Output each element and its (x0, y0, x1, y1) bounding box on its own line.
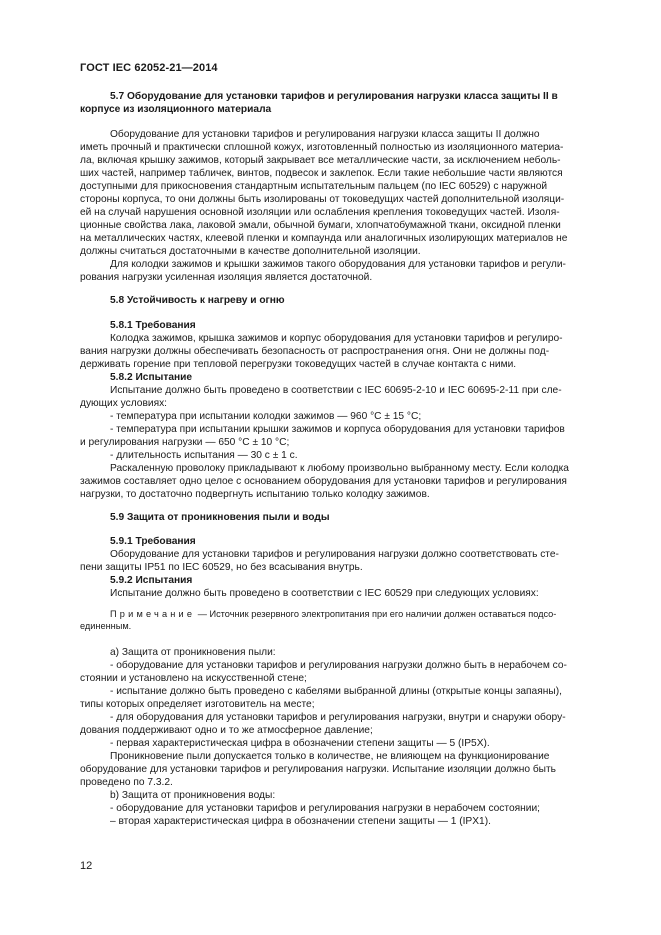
section-5-7-title-line1: 5.7 Оборудование для установки тарифов и регулирования нагрузки класса защиты II в (110, 91, 558, 102)
note-label: Примечание (110, 609, 196, 619)
text-line: Оборудование для установки тарифов и регулирования нагрузки класса защиты II должно (110, 129, 540, 140)
list-heading-b: b) Защита от проникновения воды: (110, 790, 276, 801)
text-line: Оборудование для установки тарифов и регулирования нагрузки должно соответствовать сте- (110, 549, 559, 560)
text-line: дования поддерживают одно и то же атмосферное давление; (80, 725, 373, 736)
text-line: ей на случай нарушения основной изоляции или ослабления крепления токоведущих частей. Изоля- (80, 207, 560, 218)
section-5-8-1-title: 5.8.1 Требования (110, 320, 196, 331)
text-line: Колодка зажимов, крышка зажимов и корпус оборудования для установки тарифов и регулиро- (110, 333, 563, 344)
list-item: - первая характеристическая цифра в обозначении степени защиты — 5 (IP5X). (110, 738, 490, 749)
page-number: 12 (80, 860, 93, 872)
text-line: ших частей, например табличек, винтов, подвесок и заклепок. Если такие небольшие части являются (80, 168, 563, 179)
text-line: ционные свойства лака, лаковой эмали, обычной бумаги, хлопчатобумажной ткани, оксидной пленки (80, 220, 561, 231)
text-line: типы которых определяет изготовитель на месте; (80, 699, 315, 710)
text-line: держивать горение при тепловой перегрузки токоведущих частей в случае контакта с ними. (80, 359, 517, 370)
section-5-9-1-title: 5.9.1 Требования (110, 536, 196, 547)
list-item: - температура при испытании крышки зажимов и корпуса оборудования для установки тарифов (110, 424, 565, 435)
text-line: проведено по 7.3.2. (80, 777, 173, 788)
section-5-9-2-list (80, 646, 588, 828)
text-line: вания нагрузки должны обеспечивать безопасность от распространения огня. Они не должны под- (80, 346, 550, 357)
note-block (80, 608, 588, 632)
note-text: — Источник резервного электропитания при его наличии должен оставаться подсо- (195, 609, 557, 619)
text-line: иметь прочный и практически сплошной кожух, изготовленный полностью из изоляционного материа- (80, 142, 564, 153)
list-item: - длительность испытания — 30 с ± 1 с. (110, 450, 298, 461)
text-line: стороны корпуса, то они должны быть изолированы от токоведущих частей дополнительной изоляци- (80, 194, 565, 205)
text-line: пени защиты IP51 по IEC 60529, но без всасывания внутрь. (80, 562, 363, 573)
note-text: единенным. (80, 621, 132, 631)
text-line: Испытание должно быть проведено в соответствии с IEC 60695-2-10 и IEC 60695-2-11 при сле- (110, 385, 562, 396)
list-item: - для оборудования для установки тарифов и регулирования нагрузки, внутри и снаружи обору- (110, 712, 566, 723)
list-heading-a: а) Защита от проникновения пыли: (110, 647, 276, 658)
text-line: нагрузки, то достаточно подвергнуть испытанию только колодку зажимов. (80, 489, 430, 500)
text-line: Испытание должно быть проведено в соответствии с IEC 60529 при следующих условиях: (110, 588, 539, 599)
text-line: оборудование для установки тарифов и регулирования нагрузки. Испытание изоляции должно быть (80, 764, 556, 775)
section-5-8-title: 5.8 Устойчивость к нагреву и огню (110, 295, 285, 306)
text-line: дующих условиях: (80, 398, 168, 409)
text-line: на металлических частях, клеевой пленки и компаунда или аналогичных изолирующих материалов не (80, 233, 568, 244)
section-5-7-paragraph-1 (80, 128, 588, 284)
list-item: - оборудование для установки тарифов и регулирования нагрузки в нерабочем состоянии; (110, 803, 540, 814)
list-item: - оборудование для установки тарифов и регулирования нагрузки должно быть в нерабочем со- (110, 660, 567, 671)
text-line: стоянии и установлено на искусственной стене; (80, 673, 307, 684)
list-item: - испытание должно быть проведено с кабелями выбранной длины (открытые концы запаяны), (110, 686, 562, 697)
list-item: – вторая характеристическая цифра в обозначении степени защиты — 1 (IPX1). (110, 816, 491, 827)
text-line: Раскаленную проволоку прикладывают к любому произвольно выбранному месту. Если колодка (110, 463, 569, 474)
text-line: доступными для прикосновения стандартным испытательным пальцем (по IEC 60529) с наружной (80, 181, 548, 192)
list-item: - температура при испытании колодки зажимов — 960 °C ± 15 °C; (110, 411, 422, 422)
section-5-9-title: 5.9 Защита от проникновения пыли и воды (110, 512, 330, 523)
text-line: ла, включая крышку зажимов, который закрывает все металлические части, за исключением неболь- (80, 155, 561, 166)
section-5-9-body (80, 535, 588, 600)
text-line: рования нагрузки усиленная изоляция является достаточной. (80, 272, 373, 283)
document-header: ГОСТ IEC 62052-21—2014 (80, 62, 218, 74)
text-line: должны считаться достаточными в качестве дополнительной изоляции. (80, 246, 421, 257)
text-line: зажимов составляет одно целое с основанием оборудования для установки тарифов и регулирования (80, 476, 567, 487)
text-line: Проникновение пыли допускается только в количестве, не влияющем на функционирование (110, 751, 550, 762)
text-line: Для колодки зажимов и крышки зажимов такого оборудования для установки тарифов и регули- (110, 259, 566, 270)
section-5-7-title (80, 90, 588, 116)
section-5-8-body (80, 319, 588, 501)
section-5-7-title-line2: корпусе из изоляционного материала (80, 104, 272, 115)
text-line: и регулирования нагрузки — 650 °C ± 10 °C; (80, 437, 290, 448)
section-5-8-2-title: 5.8.2 Испытание (110, 372, 193, 383)
section-5-9-2-title: 5.9.2 Испытания (110, 575, 193, 586)
